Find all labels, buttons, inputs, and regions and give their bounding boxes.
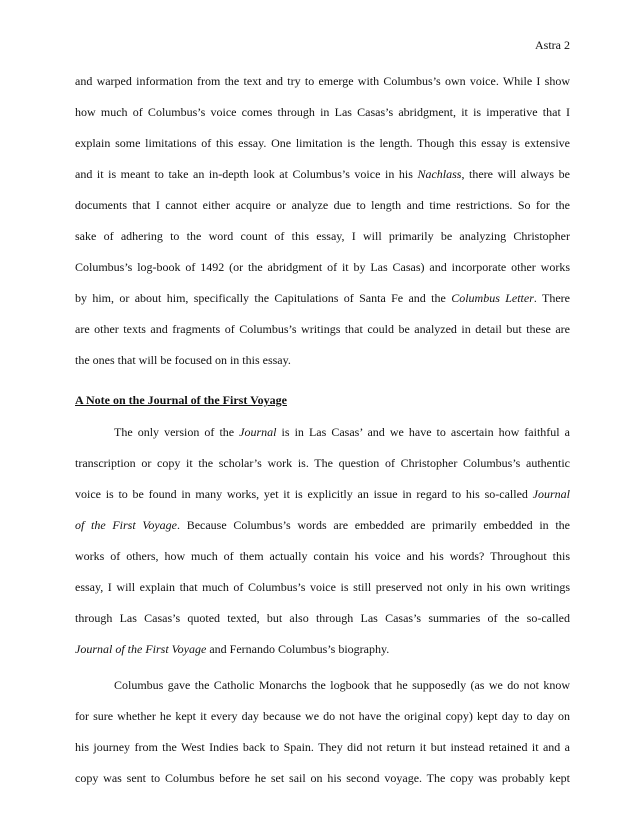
paragraph-2-line: works of others, how much of them actually contain his voice and his words? Throughout this <box>75 549 570 563</box>
paragraph-3-line: his journey from the West Indies back to Spain. They did not return it but instead retained it and a <box>75 740 570 754</box>
paragraph-3-line: copy was sent to Columbus before he set sail on his second voyage. The copy was probably kept <box>75 771 570 785</box>
text-run: is in Las Casas’ and we have to ascertain how faithful a <box>276 425 570 439</box>
text-run: . There <box>533 291 571 305</box>
paragraph-1-line <box>75 167 570 181</box>
italic-title: Journal <box>532 487 570 501</box>
paragraph-3-line: for sure whether he kept it every day because we do not have the original copy) kept day to day on <box>75 709 570 723</box>
paragraph-1-line: Columbus’s log-book of 1492 (or the abridgment of it by Las Casas) and incorporate other works <box>75 260 570 274</box>
paragraph-1-line: documents that I cannot either acquire or analyze due to length and time restrictions. So for the <box>75 198 570 212</box>
text-run: and Fernando Columbus’s biography. <box>206 642 390 656</box>
paragraph-1-line: are other texts and fragments of Columbus’s writings that could be analyzed in detail but these are <box>75 322 570 336</box>
text-run: , there will always be <box>461 167 570 181</box>
text-run: and it is meant to take an in-depth look at Columbus’s voice in his <box>75 167 418 181</box>
paragraph-2-line <box>75 642 570 656</box>
paragraph-1-line: the ones that will be focused on in this essay. <box>75 353 291 367</box>
section-heading: A Note on the Journal of the First Voyage <box>75 393 287 407</box>
running-head: Astra 2 <box>535 38 570 52</box>
paragraph-1-line: how much of Columbus’s voice comes through in Las Casas’s abridgment, it is imperative that I <box>75 105 570 119</box>
paragraph-2-line <box>75 518 570 532</box>
paragraph-3-line: Columbus gave the Catholic Monarchs the logbook that he supposedly (as we do not know <box>114 678 570 692</box>
italic-title: of the First Voyage <box>75 518 178 532</box>
text-run: . Because Columbus’s words are embedded are primarily embedded in the <box>177 518 570 532</box>
italic-title: Nachlass <box>417 167 462 181</box>
text-run: by him, or about him, specifically the Capitulations of Santa Fe and the <box>75 291 452 305</box>
text-run: voice is to be found in many works, yet it is explicitly an issue in regard to his so-called <box>75 487 533 501</box>
paragraph-2-line: transcription or copy it the scholar’s work is. The question of Christopher Columbus’s authentic <box>75 456 570 470</box>
paragraph-2-line: through Las Casas’s quoted texted, but also through Las Casas’s summaries of the so-called <box>75 611 570 625</box>
italic-title: Journal of the First Voyage <box>75 642 207 656</box>
paragraph-2-line <box>75 487 570 501</box>
paragraph-1-line: explain some limitations of this essay. One limitation is the length. Though this essay is extensive <box>75 136 570 150</box>
paragraph-1-line <box>75 291 570 305</box>
italic-title: Columbus Letter <box>451 291 534 305</box>
paragraph-1-line: and warped information from the text and try to emerge with Columbus’s own voice. While I show <box>75 74 570 88</box>
paragraph-2-line <box>114 425 570 439</box>
paragraph-2-line: essay, I will explain that much of Columbus’s voice is still preserved not only in his own writings <box>75 580 570 594</box>
text-run: The only version of the <box>114 425 240 439</box>
paragraph-1-line: sake of adhering to the word count of this essay, I will primarily be analyzing Christopher <box>75 229 570 243</box>
italic-title: Journal <box>239 425 277 439</box>
